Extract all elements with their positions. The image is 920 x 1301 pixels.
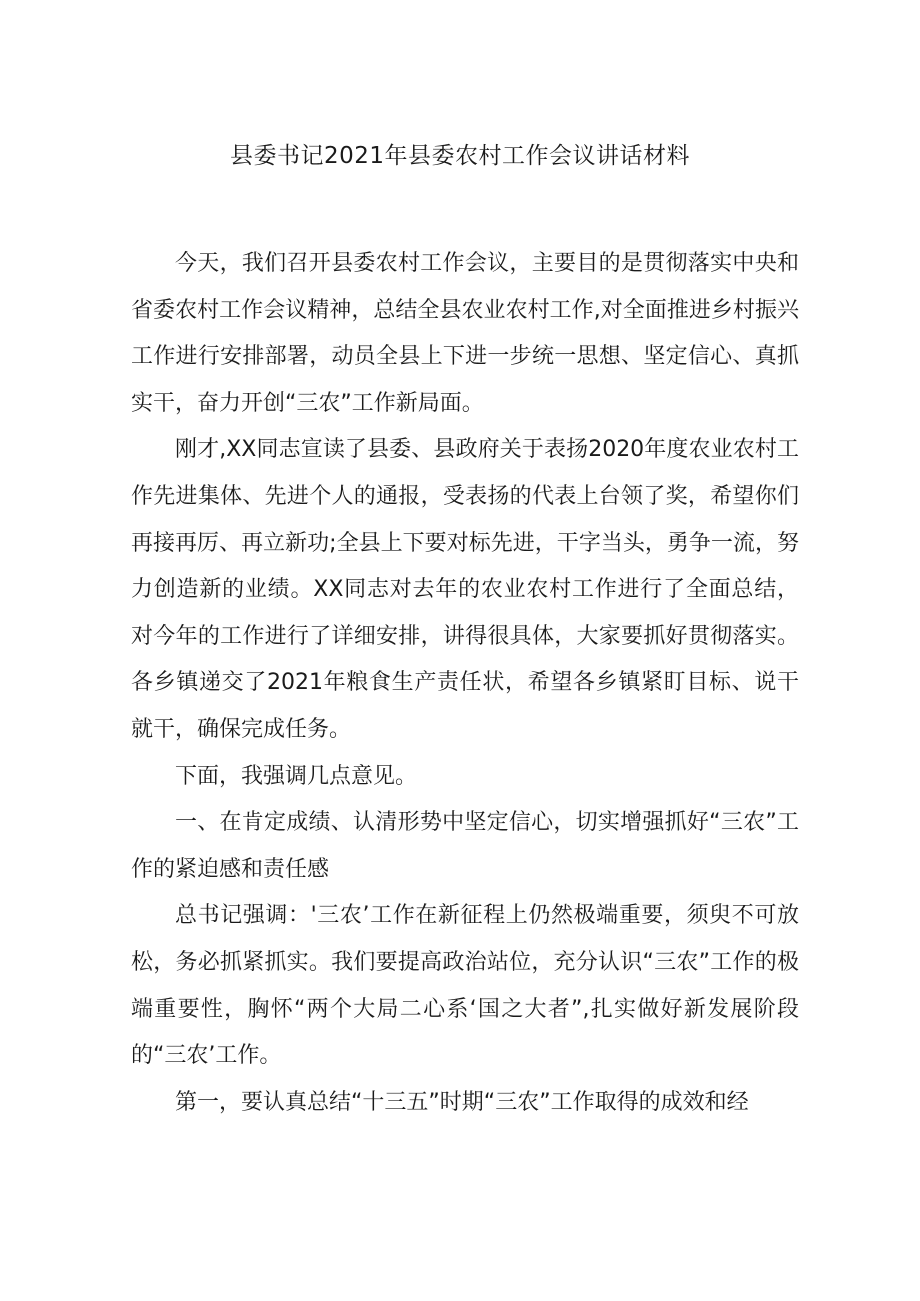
document-body (131, 241, 799, 1126)
document-title: 县委书记2021年县委农村工作会议讲话材料 (229, 143, 691, 169)
paragraph-transition: 下面，我强调几点意见。 (175, 763, 418, 789)
paragraph-opening: 今天，我们召开县委农村工作会议，主要目的是贯彻落实中央和省委农村工作会议精神，总结全县农业农村工作,对全面推进乡村振兴工作进行安排部署，动员全县上下进一步统一思想、坚定信心、真抓实干，奋力开创“三农”工作新局面。 (131, 251, 799, 416)
paragraph-first-point: 第一，要认真总结“十三五”时期“三农”工作取得的成效和经 (175, 1089, 749, 1115)
paragraph-quote: 总书记强调：'三农’工作在新征程上仍然极端重要，须臾不可放松，务必抓紧抓实。我们要提高政治站位，充分认识“三农”工作的极端重要性，胸怀“两个大局二心系‘国之大者”,扎实做好新发展阶段的“三农’工作。 (131, 903, 799, 1069)
paragraph-commendation: 刚才,XX同志宣读了县委、县政府关于表扬2020年度农业农村工作先进集体、先进个人的通报，受表扬的代表上台领了奖，希望你们再接再厉、再立新功;全县上下要对标先进，干字当头，勇争一流，努力创造新的业绩。XX同志对去年的农业农村工作进行了全面总结，对今年的工作进行了详细安排，讲得很具体，大家要抓好贯彻落实。各乡镇递交了2021年粮食生产责任状，希望各乡镇紧盯目标、说干就干，确保完成任务。 (131, 437, 799, 742)
section-heading-1: 一、在肯定成绩、认清形势中坚定信心，切实增强抓好“三农”工作的紧迫感和责任感 (131, 810, 799, 882)
